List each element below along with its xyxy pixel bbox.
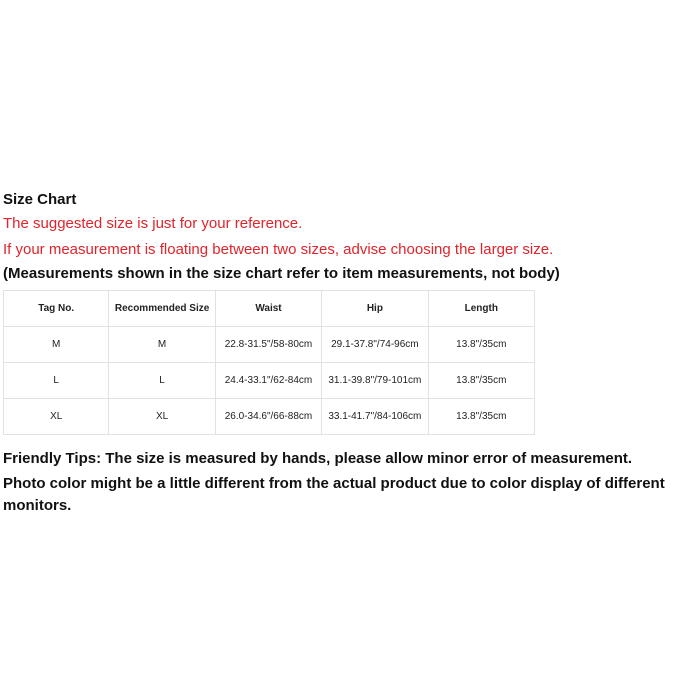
table-row [4,363,535,399]
sizing-advice: If your measurement is floating between two sizes, advise choosing the larger size. [3,241,554,258]
cell-tag: XL [4,399,109,435]
size-chart-section [3,189,697,517]
page-title: Size Chart [3,191,77,208]
cell-hip: 29.1-37.8"/74-96cm [322,327,428,363]
table-row [4,399,535,435]
header-recommended-size: Recommended Size [109,291,215,327]
header-waist: Waist [215,291,321,327]
size-table [3,290,535,435]
header-tag-no: Tag No. [4,291,109,327]
photo-color-note: Photo color might be a little different from the actual product due to color display of different monitors. [3,475,665,514]
cell-hip: 31.1-39.8"/79-101cm [322,363,428,399]
table-row [4,327,535,363]
cell-tag: M [4,327,109,363]
reference-note: The suggested size is just for your reference. [3,215,303,232]
cell-length: 13.8"/35cm [428,327,534,363]
cell-length: 13.8"/35cm [428,363,534,399]
cell-length: 13.8"/35cm [428,399,534,435]
cell-hip: 33.1-41.7"/84-106cm [322,399,428,435]
cell-waist: 26.0-34.6"/66-88cm [215,399,321,435]
cell-waist: 24.4-33.1"/62-84cm [215,363,321,399]
measurement-note: (Measurements shown in the size chart refer to item measurements, not body) [3,265,560,282]
table-header-row [4,291,535,327]
cell-recommended: XL [109,399,215,435]
header-hip: Hip [322,291,428,327]
cell-recommended: L [109,363,215,399]
header-length: Length [428,291,534,327]
cell-waist: 22.8-31.5"/58-80cm [215,327,321,363]
cell-tag: L [4,363,109,399]
friendly-tips: Friendly Tips: The size is measured by hands, please allow minor error of measurement. [3,450,633,467]
cell-recommended: M [109,327,215,363]
